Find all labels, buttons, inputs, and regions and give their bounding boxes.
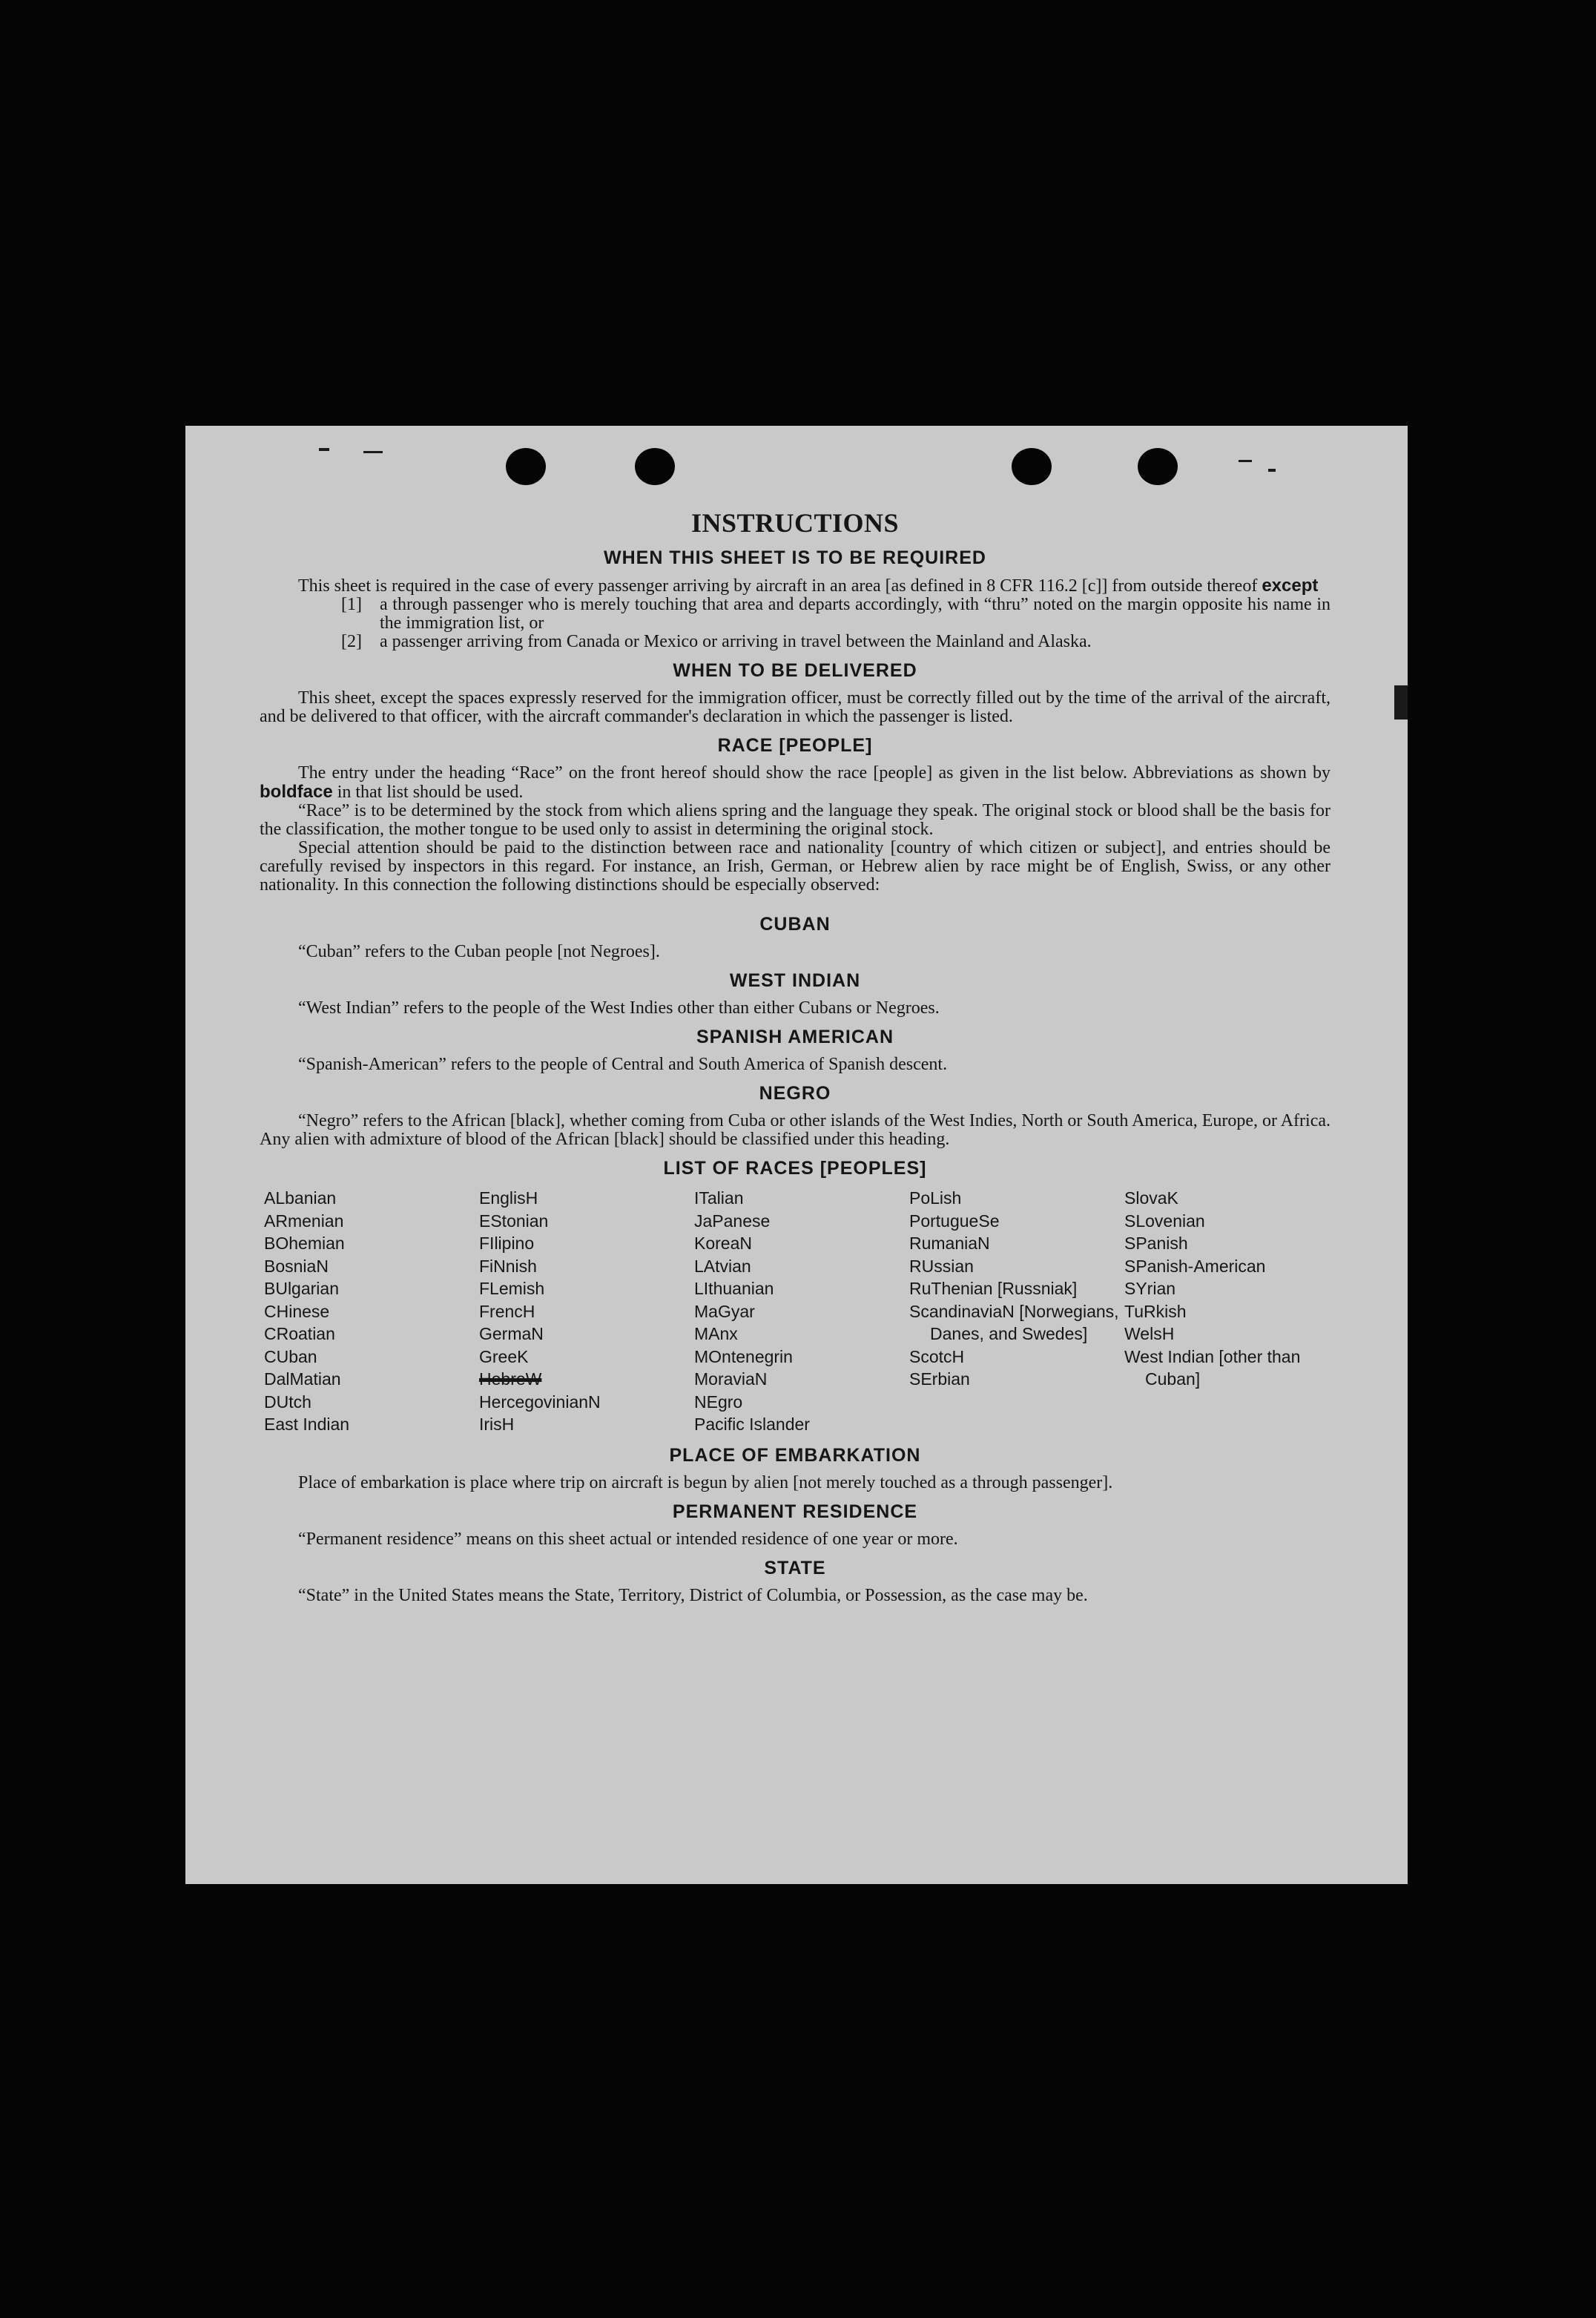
embarkation-text: Place of embarkation is place where trip on aircraft is begun by alien [not merely touched as a through passenger].: [298, 1472, 1113, 1492]
race-paragraph-2: “Race” is to be determined by the stock from which aliens spring and the language they speak. The original stock or blood shall be the basis for the classification, the mother tongue to be used only to assist in determining the original stock.: [260, 801, 1330, 839]
race-entry: MOntenegrin: [694, 1346, 793, 1366]
punch-hole: [1138, 448, 1178, 485]
race-entry: BOhemian: [264, 1234, 345, 1253]
race-entry: ALbanian: [264, 1188, 337, 1208]
race-paragraph-3: Special attention should be paid to the distinction between race and nationality [country of which citizen or subject], and entries should be carefully revised by inspectors in this regard. For instance, an Irish, German, or Hebrew alien by race might be of English, Swiss, or any other nationality. In this connection the following distinctions should be especially observed:: [260, 838, 1330, 895]
race-entry: SErbian: [909, 1369, 970, 1389]
races-column: [479, 1187, 694, 1436]
heading-negro: NEGRO: [759, 1083, 831, 1104]
race-entry: East Indian: [264, 1415, 350, 1434]
state-text: “State” in the United States means the State, Territory, District of Columbia, or Possession, as the case may be.: [298, 1585, 1088, 1605]
except-word: except: [1262, 576, 1319, 596]
west-indian-text: “West Indian” refers to the people of the West Indies other than either Cubans or Negroes.: [298, 998, 940, 1018]
race-entry: PortugueSe: [909, 1211, 1000, 1231]
race-entry: JaPanese: [694, 1211, 771, 1231]
race-entry: HercegovinianN: [479, 1392, 601, 1412]
race-entry: CHinese: [264, 1301, 330, 1321]
race-entry: SLovenian: [1124, 1211, 1205, 1231]
races-column: [694, 1187, 909, 1436]
race-entry: TuRkish: [1124, 1301, 1187, 1321]
races-column: [1124, 1187, 1339, 1436]
delivered-text: This sheet, except the spaces expressly reserved for the immigration officer, must be correctly filled out by the time of the arrival of the aircraft, and be delivered to that officer, with the aircraft commander's declaration in which the passenger is listed.: [260, 688, 1330, 726]
race-entry: BUlgarian: [264, 1279, 339, 1298]
race-entry: EStonian: [479, 1211, 549, 1231]
race-entry: MaGyar: [694, 1301, 755, 1321]
heading-list-of-races: LIST OF RACES [PEOPLES]: [663, 1158, 927, 1179]
races-column: [909, 1187, 1124, 1436]
punch-hole: [635, 448, 675, 485]
cuban-text: “Cuban” refers to the Cuban people [not Negroes].: [298, 942, 660, 961]
speck: [363, 451, 383, 453]
race-entry: ScotcH: [909, 1346, 965, 1366]
race-entry: RUssian: [909, 1256, 974, 1276]
instruction-sheet: [185, 426, 1408, 1884]
race-entry: ARmenian: [264, 1211, 344, 1231]
page-title: INSTRUCTIONS: [690, 508, 900, 538]
punch-hole: [506, 448, 546, 485]
race-entry: DalMatian: [264, 1369, 341, 1389]
heading-embarkation: PLACE OF EMBARKATION: [669, 1444, 921, 1466]
heading-when-delivered: WHEN TO BE DELIVERED: [673, 660, 917, 681]
race-entry: PoLish: [909, 1188, 962, 1208]
speck: [1268, 469, 1276, 472]
race-entry: ITalian: [694, 1188, 744, 1208]
race-entry: FrencH: [479, 1301, 535, 1321]
race-entry: RuThenian [Russniak]: [909, 1279, 1078, 1298]
heading-west-indian: WEST INDIAN: [729, 970, 861, 991]
race-entry: GermaN: [479, 1324, 544, 1343]
spanish-american-text: “Spanish-American” refers to the people of Central and South America of Spanish descent.: [298, 1055, 948, 1074]
race-entry: BosniaN: [264, 1256, 329, 1276]
race-entry: LIthuanian: [694, 1279, 774, 1298]
races-column: [264, 1187, 479, 1436]
heading-permanent-residence: PERMANENT RESIDENCE: [672, 1501, 918, 1522]
required-item: [2] a passenger arriving from Canada or Mexico or arriving in travel between the Mainland and Alaska.: [341, 632, 1092, 651]
race-entry-struck: HebreW: [479, 1369, 542, 1389]
race-entry: MAnx: [694, 1324, 738, 1343]
races-list: [264, 1187, 1330, 1436]
race-entry: RumaniaN: [909, 1234, 990, 1253]
race-entry: FIlipino: [479, 1234, 535, 1253]
race-entry: LAtvian: [694, 1256, 751, 1276]
negro-text: “Negro” refers to the African [black], whether coming from Cuba or other islands of the West Indies, North or South America, Europe, or Africa. Any alien with admixture of blood of the African [black] should be classified under this heading.: [260, 1111, 1330, 1149]
race-entry: SPanish-American: [1124, 1256, 1266, 1276]
required-item: [1] a through passenger who is merely touching that area and departs accordingly, with “thru” noted on the margin opposite his name in the immigration list, or: [341, 595, 1330, 633]
race-entry: FiNnish: [479, 1256, 537, 1276]
race-entry: SPanish: [1124, 1234, 1188, 1253]
race-entry: KoreaN: [694, 1234, 752, 1253]
race-entry: SlovaK: [1124, 1188, 1178, 1208]
heading-state: STATE: [764, 1557, 826, 1578]
race-entry: Pacific Islander: [694, 1415, 810, 1434]
race-entry: DUtch: [264, 1392, 311, 1412]
race-entry: West Indian [other than Cuban]: [1124, 1346, 1301, 1389]
speck: [319, 448, 329, 451]
race-paragraph-1: The entry under the heading “Race” on the front hereof should show the race [people] as given in the list below. Abbreviations as shown by boldface in that list should be used.: [260, 763, 1330, 802]
edge-mark: [1394, 685, 1408, 720]
heading-cuban: CUBAN: [759, 914, 831, 935]
race-entry: ScandinaviaN [Norwegians, Danes, and Swedes]: [909, 1301, 1119, 1343]
heading-spanish-american: SPANISH AMERICAN: [696, 1027, 894, 1047]
race-entry: IrisH: [479, 1415, 515, 1434]
heading-when-required: WHEN THIS SHEET IS TO BE REQUIRED: [604, 547, 986, 568]
race-entry: EnglisH: [479, 1188, 538, 1208]
punch-hole: [1012, 448, 1052, 485]
race-entry: WelsH: [1124, 1324, 1175, 1343]
race-entry: MoraviaN: [694, 1369, 768, 1389]
heading-race: RACE [PEOPLE]: [717, 735, 873, 756]
race-entry: GreeK: [479, 1346, 529, 1366]
race-entry: CRoatian: [264, 1324, 335, 1343]
required-intro: This sheet is required in the case of every passenger arriving by aircraft in an area [as defined in 8 CFR 116.2 [c]] from outside thereof except: [298, 576, 1319, 596]
race-entry: CUban: [264, 1346, 317, 1366]
race-entry: FLemish: [479, 1279, 545, 1298]
race-entry: SYrian: [1124, 1279, 1176, 1298]
race-entry: NEgro: [694, 1392, 743, 1412]
residence-text: “Permanent residence” means on this sheet actual or intended residence of one year or more.: [298, 1529, 958, 1549]
speck: [1239, 460, 1252, 462]
